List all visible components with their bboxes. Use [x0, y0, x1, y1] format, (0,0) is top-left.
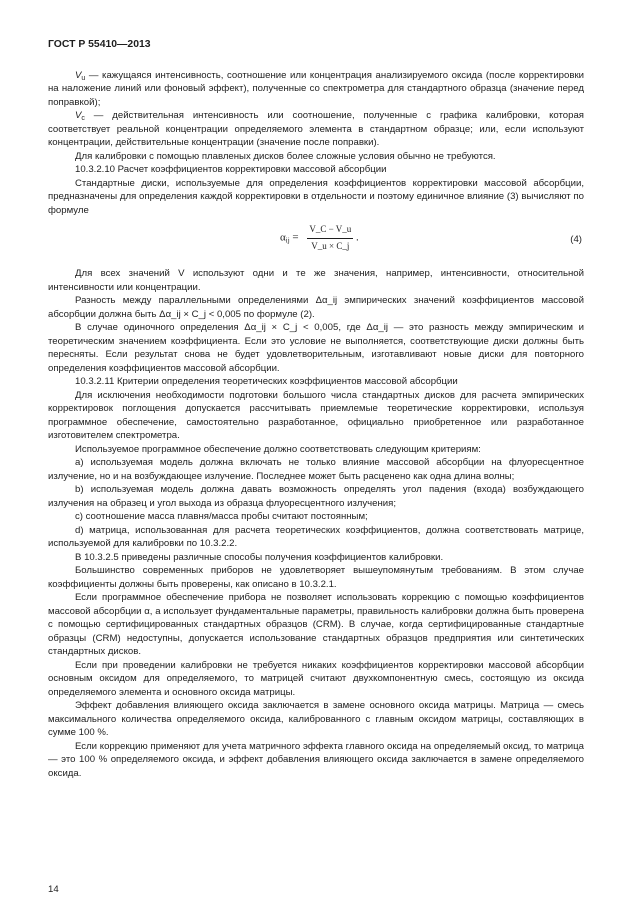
paragraph: Для всех значений V используют одни и те же значения, например, интенсивности, относительной интенсивности или концентрации. [48, 268, 584, 293]
vu-symbol: V [75, 69, 82, 81]
paragraph: Если коррекцию применяют для учета матричного эффекта главного оксида на определяемый оксид, то матрица — это 100 % определяемого оксида, и эффект добавления влияющего оксида заключается в замене определяемого оксида. [48, 740, 584, 779]
paragraph: Разность между параллельными определениями Δα_ij эмпирических значений коэффициентов массовой абсорбции должна быть Δα_ij × C_j < 0,005 по формуле (2). [48, 295, 584, 320]
formula-number: (4) [570, 234, 582, 245]
section-heading: 10.3.2.11 Критерии определения теоретических коэффициентов массовой абсорбции [75, 376, 458, 387]
formula-equals: = [289, 231, 302, 244]
formula-lhs-sub: ij [285, 236, 290, 245]
standard-header: ГОСТ Р 55410—2013 [48, 39, 151, 50]
vu-subscript: u [81, 74, 86, 82]
page-number: 14 [48, 884, 59, 895]
paragraph: Для исключения необходимости подготовки большого числа стандартных дисков для расчета эмпирических корректировок поглощения допускается рассчитывать приемлемые теоретические корректировки, используя программное обеспечение, самостоятельно разработанное, официально приобретенное или разработанное изготовителем спектрометра. [48, 389, 584, 441]
paragraph: В 10.3.2.5 приведены различные способы получения коэффициентов калибровки. [75, 551, 444, 563]
formula-denominator: V_u × C_j [311, 240, 350, 251]
paragraph: Если программное обеспечение прибора не позволяет использовать коррекцию с помощью коэффициентов массовой абсорбции α, а использует фундаментальные параметры, правильность калибровки должна быть проверена с помощью сертифицированных стандартных образцов (CRM). В случае, когда сертифицированные стандартные образцы (CRM) недоступны, допускается использование стандартных образцов предприятия или синтетических стандартных дисков. [48, 592, 584, 657]
document-page [48, 38, 584, 780]
list-item-b: b) используемая модель должна давать возможность определять угол падения (входа) возбуждающего излучения на образец и угол выхода из образца флуоресцентного излучения; [48, 484, 584, 509]
paragraph: Стандартные диски, используемые для определения коэффициентов корректировки массовой абсорбции, предназначены для определения каждой корректировки в отдельности и поэтому единичное влияние (3) вычисляют по формуле [48, 177, 584, 216]
formula-fraction [307, 223, 353, 253]
list-item-d: d) матрица, использованная для расчета теоретических коэффициентов, должна соответствовать матрице, используемой для калибровки по 10.3.2.2. [48, 524, 584, 549]
list-item-a: a) используемая модель должна включать не только влияние массовой абсорбции на флуоресцентное излучение, но и на возбуждающее излучение. Последнее может быть расценено как одна длина волны; [48, 457, 584, 482]
definition-vc [48, 109, 584, 150]
formula-tail: . [353, 231, 359, 244]
formula-numerator: V_C − V_u [307, 223, 353, 239]
vc-text: — действительная интенсивность или соотношение, полученные с графика калибровки, которая соответствует реальной концентрации определяемого элемента в стандартном образце; или, если используют концентрации, действительные концентрации (значение после поправки). [48, 110, 584, 148]
paragraph: Большинство современных приборов не удовлетворяет вышеупомянутым требованиям. В этом случае коэффициенты должны быть проверены, как описано в 10.3.2.1. [48, 565, 584, 590]
paragraph: Используемое программное обеспечение должно соответствовать следующим критериям: [75, 443, 481, 455]
formula-4 [48, 221, 584, 261]
paragraph: Для калибровки с помощью плавленых дисков более сложные условия обычно не требуются. [75, 150, 496, 162]
definition-vu [48, 69, 584, 110]
formula-lhs: α [280, 231, 286, 244]
vc-subscript: c [81, 115, 85, 122]
paragraph: Если при проведении калибровки не требуется никаких коэффициентов корректировки массовой абсорбции основным оксидом для определяемого, то матрицей считают двухкомпонентную смесь, состоящую из оксида определяемого элемента и основного оксида матрицы. [48, 659, 584, 698]
section-heading: 10.3.2.10 Расчет коэффициентов корректировки массовой абсорбции [75, 164, 387, 175]
paragraph: В случае одиночного определения Δα_ij × C_j < 0,005, где Δα_ij — это разность между эмпирическим и теоретическим значением коэффициента. Если это условие не выполняется, соответствующие диски должны быть пересняты. Если результат снова не будет удовлетворительным, изготавливают новые диски для повторного определения коэффициентов массовой абсорбции. [48, 322, 584, 374]
list-item-c: c) соотношение масса плавня/масса пробы считают постоянным; [75, 511, 368, 522]
vc-symbol: V [75, 110, 82, 121]
paragraph: Эффект добавления влияющего оксида заключается в замене основного оксида матрицы. Матрица — смесь максимального количества определяемого оксида, калиброванного с главным оксидом матрицы, составляющих в сумме 100 %. [48, 700, 584, 738]
vu-text: — кажущаяся интенсивность, соотношение или концентрация анализируемого оксида (после корректировки на наложение линий или фоновый эффект), полученные со спектрометра для стандартного образца (значение перед поправкой); [48, 69, 584, 108]
